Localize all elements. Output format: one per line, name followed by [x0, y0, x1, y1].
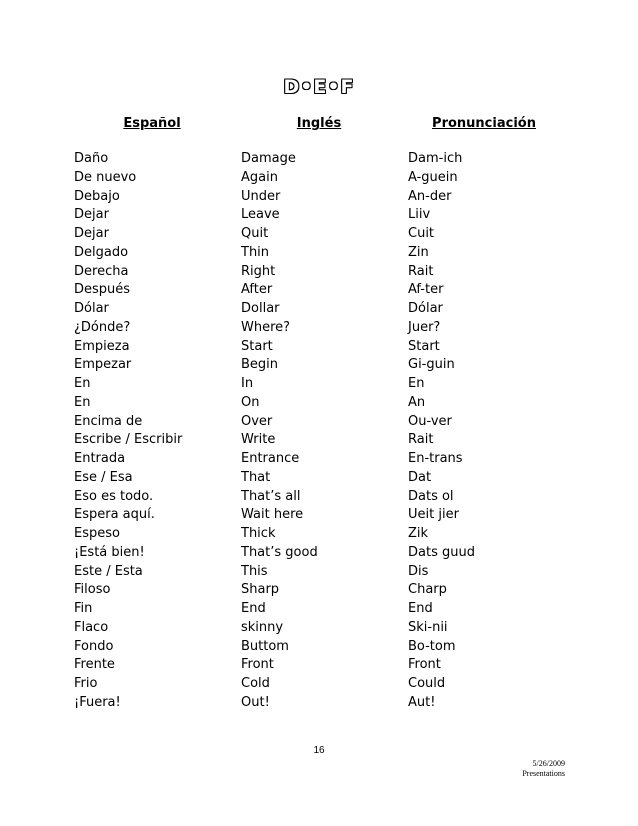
column-header-english: Inglés — [296, 116, 342, 131]
pronunciation-word: Juer? — [408, 319, 441, 335]
vocabulary-table — [74, 150, 574, 713]
spanish-word: Derecha — [74, 263, 129, 279]
english-word: Thin — [241, 244, 270, 260]
table-row — [74, 375, 574, 394]
spanish-word: En — [74, 376, 91, 391]
spanish-word: Ese / Esa — [74, 469, 133, 485]
spanish-word: Fondo — [74, 638, 114, 654]
spanish-word: Eso es todo. — [74, 488, 154, 504]
spanish-word: Fin — [74, 601, 93, 616]
english-word: Thick — [241, 526, 276, 541]
english-word: Out! — [241, 694, 270, 710]
pronunciation-word: Af-ter — [408, 282, 444, 298]
table-row — [74, 281, 574, 300]
english-word: Start — [241, 338, 273, 354]
english-word: In — [241, 376, 254, 391]
english-word: Again — [241, 169, 278, 185]
english-word: Wait here — [241, 507, 304, 523]
table-row — [74, 319, 574, 338]
pronunciation-word: End — [408, 601, 433, 616]
pronunciation-word: Rait — [408, 432, 434, 448]
english-word: Write — [241, 432, 276, 448]
table-row — [74, 394, 574, 413]
english-word: Right — [241, 263, 276, 279]
table-row — [74, 356, 574, 375]
spanish-word: Empieza — [74, 338, 130, 354]
spanish-word: En — [74, 394, 91, 410]
table-row — [74, 338, 574, 357]
pronunciation-word: An-der — [408, 188, 452, 204]
english-word: Dollar — [241, 301, 280, 316]
pronunciation-word: Gi-guin — [408, 357, 455, 373]
english-word: End — [241, 601, 266, 616]
spanish-word: Frio — [74, 676, 98, 691]
english-word: Cold — [241, 676, 270, 691]
pronunciation-word: Rait — [408, 263, 434, 279]
table-row — [74, 225, 574, 244]
table-row — [74, 694, 574, 713]
spanish-word: ¡Está bien! — [74, 544, 145, 560]
english-word: Entrance — [241, 451, 300, 466]
english-word: This — [241, 563, 268, 579]
english-word: That’s all — [241, 488, 301, 504]
table-row — [74, 600, 574, 619]
spanish-word: Espeso — [74, 526, 120, 541]
pronunciation-word: Aut! — [408, 694, 436, 710]
spanish-word: Filoso — [74, 582, 111, 598]
pronunciation-word: Cuit — [408, 226, 435, 241]
spanish-word: Dejar — [74, 226, 109, 241]
footer-label: Presentations — [522, 769, 565, 778]
table-row — [74, 525, 574, 544]
pronunciation-word: Zik — [408, 526, 429, 541]
table-row — [74, 413, 574, 432]
column-header-pronunciation: Pronunciación — [432, 116, 536, 131]
spanish-word: Dejar — [74, 207, 109, 223]
english-word: Quit — [241, 226, 269, 241]
english-word: Leave — [241, 207, 280, 223]
english-word: Where? — [241, 319, 291, 335]
table-row — [74, 431, 574, 450]
table-row — [74, 619, 574, 638]
table-row — [74, 544, 574, 563]
english-word: On — [241, 394, 260, 410]
pronunciation-word: Bo-tom — [408, 638, 456, 654]
pronunciation-word: An — [408, 394, 426, 410]
spanish-word: Empezar — [74, 357, 132, 373]
table-row — [74, 581, 574, 600]
english-word: After — [241, 282, 273, 298]
english-word: Damage — [241, 151, 296, 166]
pronunciation-word: Dólar — [408, 301, 443, 316]
english-word: That — [241, 469, 271, 485]
pronunciation-word: Liiv — [408, 207, 431, 223]
pronunciation-word: Dat — [408, 469, 432, 485]
spanish-word: Después — [74, 282, 131, 298]
table-row — [74, 488, 574, 507]
pronunciation-word: A-guein — [408, 169, 458, 185]
column-header-spanish: Español — [123, 116, 181, 131]
table-row — [74, 188, 574, 207]
spanish-word: Dólar — [74, 301, 109, 316]
table-row — [74, 169, 574, 188]
table-row — [74, 563, 574, 582]
english-word: Buttom — [241, 638, 289, 654]
table-row — [74, 506, 574, 525]
pronunciation-word: Dis — [408, 563, 429, 579]
spanish-word: Este / Esta — [74, 563, 143, 579]
page-number: 16 — [313, 745, 325, 756]
table-row — [74, 469, 574, 488]
english-word: Begin — [241, 357, 279, 373]
pronunciation-word: Dats guud — [408, 544, 475, 560]
pronunciation-word: En-trans — [408, 451, 463, 466]
footer-date: 5/26/2009 — [532, 759, 565, 768]
table-row — [74, 450, 574, 469]
table-row — [74, 638, 574, 657]
table-row — [74, 675, 574, 694]
english-word: Over — [241, 413, 273, 429]
spanish-word: Encima de — [74, 413, 143, 429]
spanish-word: ¡Fuera! — [74, 694, 121, 710]
pronunciation-word: Front — [408, 657, 441, 673]
pronunciation-word: En — [408, 376, 425, 391]
pronunciation-word: Ueit jier — [408, 507, 459, 523]
table-row — [74, 300, 574, 319]
page-title: D•E•F — [283, 76, 355, 98]
spanish-word: Flaco — [74, 619, 109, 635]
spanish-word: Daño — [74, 151, 109, 166]
table-row — [74, 656, 574, 675]
table-row — [74, 150, 574, 169]
table-row — [74, 244, 574, 263]
spanish-word: Frente — [74, 657, 115, 673]
pronunciation-word: Ski-nii — [408, 619, 448, 635]
pronunciation-word: Dam-ich — [408, 151, 463, 166]
spanish-word: Debajo — [74, 188, 120, 204]
pronunciation-word: Could — [408, 676, 446, 691]
pronunciation-word: Ou-ver — [408, 413, 452, 429]
spanish-word: Entrada — [74, 451, 126, 466]
spanish-word: Escribe / Escribir — [74, 432, 183, 448]
english-word: Sharp — [241, 582, 280, 598]
spanish-word: Delgado — [74, 244, 129, 260]
spanish-word: De nuevo — [74, 169, 137, 185]
table-row — [74, 263, 574, 282]
english-word: Front — [241, 657, 274, 673]
spanish-word: ¿Dónde? — [74, 319, 131, 335]
english-word: That’s good — [241, 544, 318, 560]
vocabulary-table-body — [74, 150, 574, 713]
pronunciation-word: Start — [408, 338, 440, 354]
english-word: Under — [241, 188, 281, 204]
english-word: skinny — [241, 619, 284, 635]
pronunciation-word: Dats ol — [408, 488, 454, 504]
spanish-word: Espera aquí. — [74, 507, 155, 523]
table-row — [74, 206, 574, 225]
pronunciation-word: Charp — [408, 582, 447, 598]
pronunciation-word: Zin — [408, 244, 429, 260]
